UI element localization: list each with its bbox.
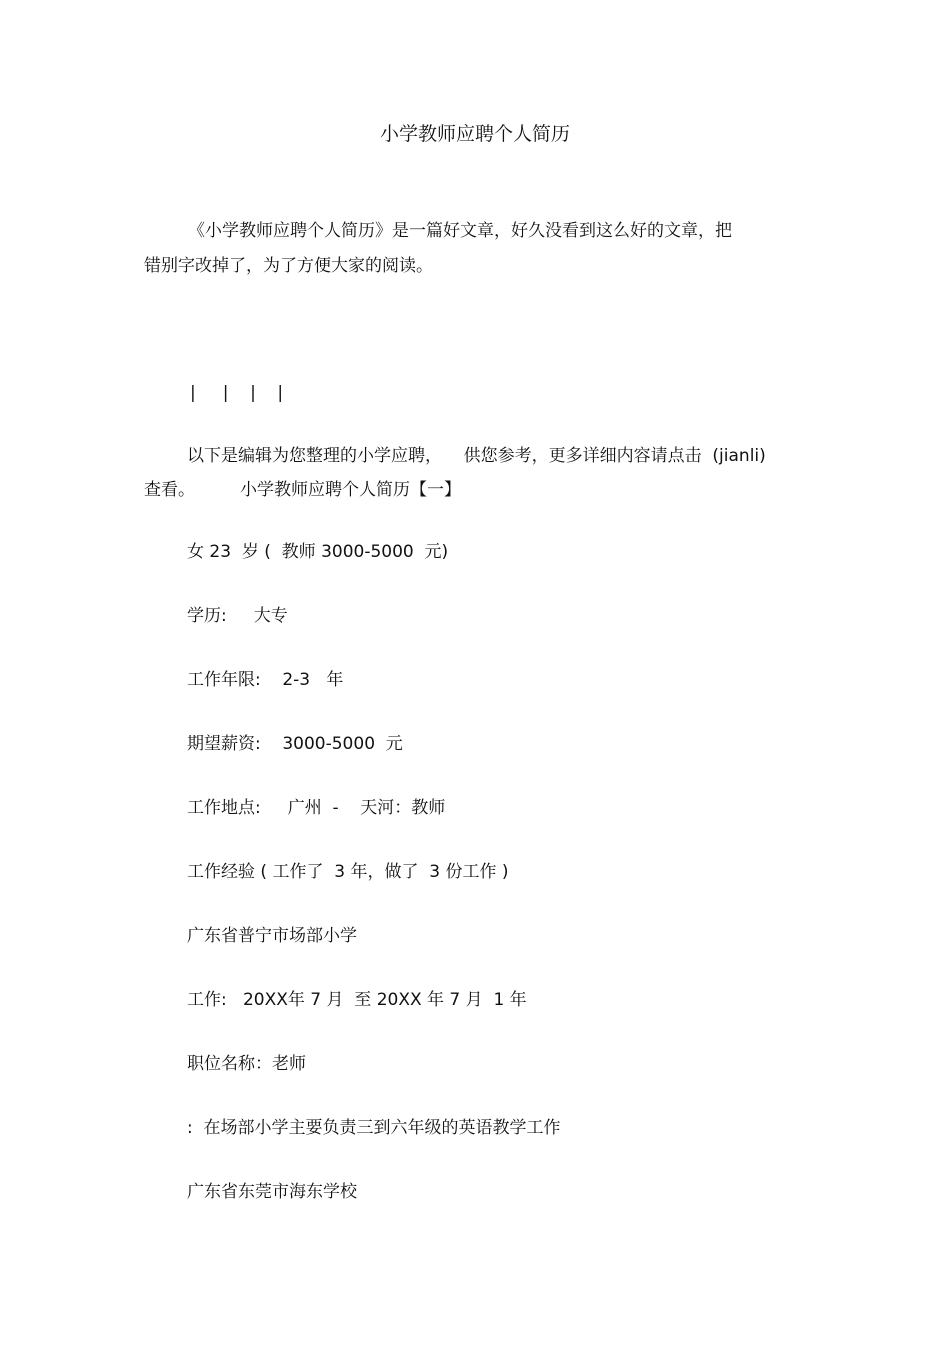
lead-line-2-a: 查看。	[144, 480, 195, 500]
intro-line-2: 错别字改掉了，为了方便大家的阅读。	[144, 256, 433, 276]
profile-summary-line: 女 23 岁 ( 教师 3000-5000 元)	[187, 542, 449, 562]
document-title: 小学教师应聘个人简历	[379, 123, 570, 145]
intro-line-1: 《小学教师应聘个人简历》是一篇好文章，好久没看到这么好的文章，把	[188, 221, 732, 241]
employer-1-line: 广东省普宁市场部小学	[187, 926, 357, 946]
job-description-line: : 在场部小学主要负责三到六年级的英语教学工作	[187, 1118, 561, 1138]
lead-line-1: 以下是编辑为您整理的小学应聘， 供您参考，更多详细内容请点击 (jianli)	[187, 446, 766, 466]
separator-bars: | | | |	[190, 383, 284, 403]
section-heading: 小学教师应聘个人简历【一】	[240, 480, 461, 500]
education-line: 学历: 大专	[187, 606, 288, 626]
job-title-line: 职位名称：老师	[187, 1054, 306, 1074]
work-years-line: 工作年限: 2-3 年	[187, 670, 344, 690]
work-period-line: 工作: 20XX年 7 月 至 20XX 年 7 月 1 年	[187, 990, 527, 1010]
work-location-line: 工作地点: 广州 - 天河：教师	[187, 798, 446, 818]
work-experience-line: 工作经验 ( 工作了 3 年，做了 3 份工作 )	[187, 862, 509, 882]
employer-2-line: 广东省东莞市海东学校	[187, 1182, 357, 1202]
expected-salary-line: 期望薪资: 3000-5000 元	[187, 734, 403, 754]
